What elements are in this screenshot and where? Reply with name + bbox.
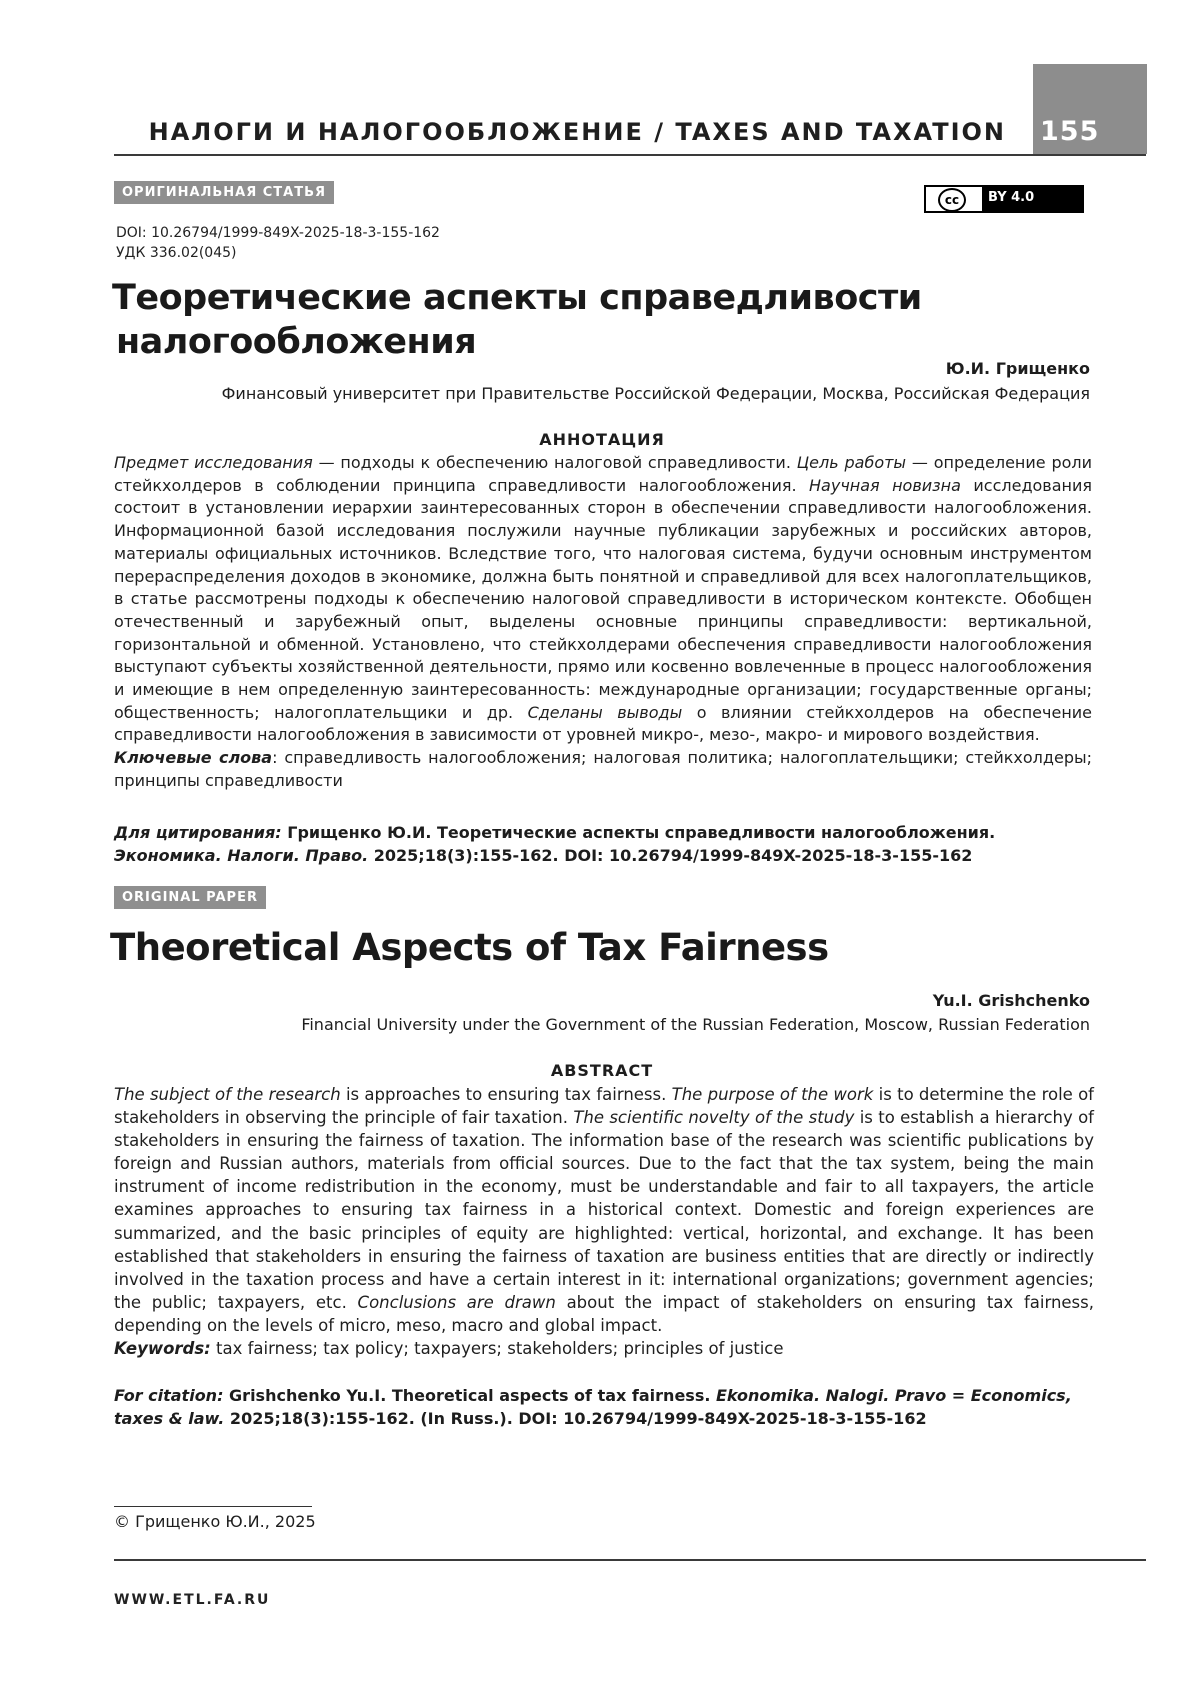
- citation-en: [114, 1384, 1094, 1430]
- keywords-en-text: tax fairness; tax policy; taxpayers; stakeholders; principles of justice: [210, 1339, 784, 1359]
- abstract-en-conclusions-label: Conclusions are drawn: [357, 1292, 556, 1312]
- original-article-badge: ОРИГИНАЛЬНАЯ СТАТЬЯ: [114, 181, 334, 204]
- article-title-en: Theoretical Aspects of Tax Fairness: [110, 926, 829, 969]
- abstract-ru-purpose-label: Цель работы: [796, 453, 907, 472]
- keywords-ru-label: Ключевые слова: [114, 748, 273, 768]
- citation-en-label: For citation:: [114, 1386, 224, 1405]
- doi-ru: DOI: 10.26794/1999-849X-2025-18-3-155-162: [116, 225, 440, 241]
- abstract-ru-conclusions-label: Сделаны выводы: [527, 702, 683, 722]
- abstract-ru-novelty-text: исследования состоит в установлении иерархии заинтересованных сторон в обеспечении справедливости налогообложения. Информационной базой исследования послужили научные публикации зарубежных и российских авторов, материалы официальных источников. Вследствие того, что налоговая система, будучи основным инструментом перераспределения доходов в экономике, должна быть понятной и справедливой для всех налогоплательщиков, в статье рассмотрены подходы к обеспечению налоговой справедливости в историческом контексте. Обобщен отечественный и зарубежный опыт, выделены основные принципы справедливости: вертикальной, горизонтальной и обменной. Установлено, что стейкхолдерами обеспечения справедливости налогообложения выступают субъекты хозяйственной деятельности, прямо или косвенно вовлеченные в процесс налогообложения и имеющие в нем определенную заинтересованность: международные организации; государственные органы; общественность; налогоплательщики и др.: [114, 475, 1093, 722]
- citation-en-journal: Ekonomika. Nalogi. Pravo = Economics, taxes & law.: [114, 1386, 1072, 1428]
- header-divider: [114, 154, 1146, 156]
- article-title-ru: [112, 276, 1012, 364]
- footer-divider: [114, 1559, 1146, 1561]
- abstract-heading-en: ABSTRACT: [550, 1061, 654, 1080]
- page-number: 155: [1040, 116, 1100, 147]
- website-link[interactable]: WWW.ETL.FA.RU: [114, 1592, 271, 1608]
- abstract-en-purpose-text: is to determine the role of stakeholders in observing the principle of fair taxation.: [114, 1085, 1094, 1128]
- article-title-ru-line1: Теоретические аспекты справедливости: [112, 278, 922, 318]
- section-title: НАЛОГИ И НАЛОГООБЛОЖЕНИЕ / TAXES AND TAXATION: [148, 118, 1006, 146]
- udk: УДК 336.02(045): [116, 245, 237, 261]
- original-paper-badge: ORIGINAL PAPER: [114, 886, 266, 909]
- author-ru: Ю.И. Грищенко: [945, 359, 1090, 378]
- citation-ru-label: Для цитирования:: [114, 823, 282, 842]
- affiliation-ru: Финансовый университет при Правительстве Российской Федерации, Москва, Российская Федерация: [221, 384, 1090, 403]
- abstract-en-novelty-text: is to establish a hierarchy of stakeholders in ensuring the fairness of taxation. The information base of the research was scientific publications by foreign and Russian authors, materials from official sources. Due to the fact that the tax system, being the main instrument of income redistribution in the economy, must be understandable and fair to all taxpayers, the article examines approaches to ensuring tax fairness in a historical context. Domestic and foreign experiences are summarized, and the basic principles of equity are highlighted: vertical, horizontal, and exchange. It has been established that stakeholders in ensuring the fairness of taxation are business entities that are directly or indirectly involved in the taxation process and have a certain interest in it: international organizations; government agencies; the public; taxpayers, etc.: [114, 1108, 1094, 1312]
- footnote-divider: [114, 1506, 312, 1507]
- abstract-en-conclusions-text: about the impact of stakeholders on ensuring tax fairness, depending on the levels of micro, meso, macro and global impact.: [114, 1292, 1094, 1335]
- keywords-en-label: Keywords:: [114, 1339, 211, 1359]
- author-en: Yu.I. Grishchenko: [932, 991, 1090, 1010]
- citation-ru-text2: 2025;18(3):155-162. DOI: 10.26794/1999-849X-2025-18-3-155-162: [368, 846, 973, 865]
- cc-license-label: BY 4.0: [988, 190, 1035, 205]
- citation-en-text2: 2025;18(3):155-162. (In Russ.). DOI: 10.26794/1999-849X-2025-18-3-155-162: [224, 1409, 927, 1428]
- keywords-ru-text: : справедливость налогообложения; налоговая политика; налогоплательщики; стейкхолдеры; принципы справедливости: [114, 748, 1092, 790]
- abstract-ru-subject-label: Предмет исследования: [114, 453, 313, 472]
- abstract-en: [114, 1083, 1094, 1360]
- abstract-en-subject-text: is approaches to ensuring tax fairness.: [340, 1085, 672, 1104]
- abstract-ru-conclusions-text: о влиянии стейкхолдеров на обеспечение справедливости налогообложения в зависимости от уровней микро-, мезо-, макро- и мирового воздействия.: [114, 702, 1093, 745]
- abstract-ru-novelty-label: Научная новизна: [809, 475, 961, 495]
- citation-en-text1: Grishchenko Yu.I. Theoretical aspects of tax fairness.: [223, 1386, 716, 1405]
- abstract-ru: [114, 452, 1092, 793]
- citation-ru-text1: Грищенко Ю.И. Теоретические аспекты справедливости налогообложения.: [281, 823, 996, 842]
- article-title-ru-line2: налогообложения: [116, 322, 477, 362]
- affiliation-en: Financial University under the Government of the Russian Federation, Moscow, Russian Federation: [301, 1015, 1090, 1034]
- cc-license-badge[interactable]: [924, 185, 1084, 213]
- cc-icon: cc: [938, 188, 966, 212]
- abstract-ru-subject-text: — подходы к обеспечению налоговой справедливости.: [312, 453, 797, 472]
- abstract-en-purpose-label: The purpose of the work: [671, 1085, 874, 1104]
- citation-ru-journal: Экономика. Налоги. Право.: [114, 846, 369, 865]
- abstract-ru-purpose-text: — определение роли стейкхолдеров в соблюдении принципа справедливости налогообложения.: [114, 453, 1093, 495]
- abstract-en-subject-label: The subject of the research: [114, 1085, 341, 1104]
- abstract-heading-ru: АННОТАЦИЯ: [539, 430, 665, 449]
- citation-ru: [114, 821, 1094, 867]
- abstract-en-novelty-label: The scientific novelty of the study: [573, 1108, 855, 1128]
- copyright: © Грищенко Ю.И., 2025: [114, 1512, 316, 1531]
